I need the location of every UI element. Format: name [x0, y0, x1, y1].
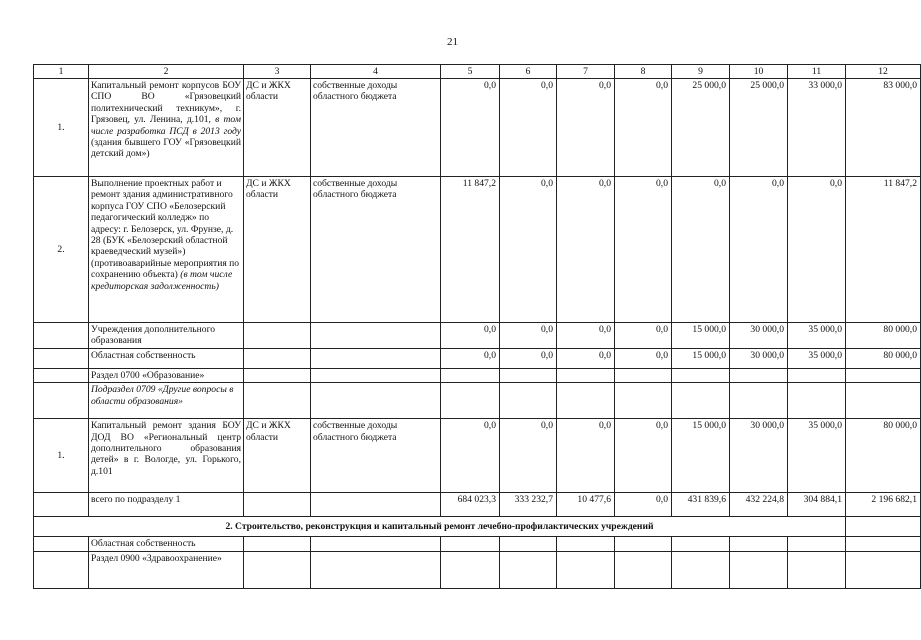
value-cell: 80 000,0 — [846, 348, 921, 368]
value-cell: 431 839,6 — [672, 493, 730, 517]
header-cell: 10 — [730, 65, 788, 79]
value-cell: 0,0 — [557, 177, 615, 323]
empty-cell — [615, 368, 672, 382]
value-cell: 83 000,0 — [846, 79, 921, 177]
value-cell: 0,0 — [615, 348, 672, 368]
section-heading: Раздел 0900 «Здравоохранение» — [89, 551, 244, 588]
value-cell: 0,0 — [441, 348, 500, 368]
empty-cell — [788, 368, 846, 382]
empty-cell — [672, 537, 730, 551]
header-cell: 2 — [89, 65, 244, 79]
empty-cell — [788, 383, 846, 419]
empty-cell — [730, 383, 788, 419]
header-cell: 6 — [500, 65, 557, 79]
object-description: Областная собственность — [89, 537, 244, 551]
empty-cell — [311, 368, 441, 382]
table-row — [34, 368, 921, 382]
value-cell: 0,0 — [441, 419, 500, 493]
empty-cell — [500, 551, 557, 588]
value-cell: 15 000,0 — [672, 419, 730, 493]
value-cell: 35 000,0 — [788, 419, 846, 493]
value-cell: 0,0 — [615, 323, 672, 349]
value-cell: 2 196 682,1 — [846, 493, 921, 517]
empty-cell — [557, 368, 615, 382]
empty-cell — [500, 383, 557, 419]
value-cell: 15 000,0 — [672, 348, 730, 368]
row-number — [34, 383, 89, 419]
object-description — [89, 177, 244, 323]
empty-cell — [441, 383, 500, 419]
table-row — [34, 537, 921, 551]
empty-cell — [846, 383, 921, 419]
funding-source-cell: собственные доходы областного бюджета — [311, 177, 441, 323]
empty-cell — [788, 551, 846, 588]
value-cell: 25 000,0 — [672, 79, 730, 177]
object-description: Капитальный ремонт здания БОУ ДОД ВО «Региональный центр дополнительного образования детей» в г. Вологде, ул. Горького, д.101 — [89, 419, 244, 493]
row-number: 1. — [34, 419, 89, 493]
header-cell: 11 — [788, 65, 846, 79]
description-text: Выполнение проектных работ и ремонт здания административного корпуса ГОУ СПО «Белозерский педагогический колледж» по адресу: г. Белозерск, ул. Фрунзе, д. 28 (БУК «Белозерский областной краеведческий музей») (противоаварийные мероприятия по сохранению объекта) — [91, 178, 240, 281]
description-text: Капитальный ремонт корпусов БОУ СПО ВО «Грязовецкий политехнический техникум», г. Грязовец, ул. Ленина, д.101, — [91, 80, 241, 126]
header-cell: 3 — [244, 65, 311, 79]
empty-cell — [244, 537, 311, 551]
empty-cell — [244, 551, 311, 588]
object-description: Учреждения дополнительного образования — [89, 323, 244, 349]
department-cell: ДС и ЖКХ области — [244, 177, 311, 323]
header-row — [34, 65, 921, 79]
value-cell: 0,0 — [615, 493, 672, 517]
value-cell: 0,0 — [441, 79, 500, 177]
table-row — [34, 348, 921, 368]
value-cell: 33 000,0 — [788, 79, 846, 177]
value-cell: 0,0 — [615, 79, 672, 177]
empty-cell — [557, 383, 615, 419]
section-heading: Раздел 0700 «Образование» — [89, 368, 244, 382]
empty-cell — [730, 537, 788, 551]
object-description: Областная собственность — [89, 348, 244, 368]
value-cell: 30 000,0 — [730, 323, 788, 349]
value-cell: 333 232,7 — [500, 493, 557, 517]
department-cell — [244, 493, 311, 517]
header-cell: 9 — [672, 65, 730, 79]
department-cell: ДС и ЖКХ области — [244, 79, 311, 177]
header-cell: 4 — [311, 65, 441, 79]
empty-cell — [615, 537, 672, 551]
empty-cell — [557, 537, 615, 551]
empty-cell — [557, 551, 615, 588]
empty-cell — [615, 383, 672, 419]
row-number — [34, 323, 89, 349]
table-row — [34, 323, 921, 349]
value-cell: 0,0 — [788, 177, 846, 323]
row-number — [34, 551, 89, 588]
row-number — [34, 368, 89, 382]
department-cell — [244, 323, 311, 349]
budget-table — [33, 64, 921, 589]
empty-cell — [730, 368, 788, 382]
value-cell: 0,0 — [615, 177, 672, 323]
value-cell: 11 847,2 — [846, 177, 921, 323]
value-cell: 0,0 — [500, 348, 557, 368]
empty-cell — [441, 368, 500, 382]
value-cell: 0,0 — [557, 323, 615, 349]
object-description — [89, 79, 244, 177]
value-cell: 30 000,0 — [730, 419, 788, 493]
description-tail: (здания бывшего ГОУ «Грязовецкий детский дом») — [91, 137, 241, 160]
empty-cell — [846, 551, 921, 588]
value-cell: 11 847,2 — [441, 177, 500, 323]
value-cell: 80 000,0 — [846, 419, 921, 493]
value-cell: 30 000,0 — [730, 348, 788, 368]
row-number — [34, 348, 89, 368]
description-italic: в том числе разработка ПСД в 2013 году — [91, 114, 241, 137]
subtotal-label: всего по подразделу 1 — [89, 493, 244, 517]
funding-source-cell — [311, 493, 441, 517]
empty-cell — [672, 551, 730, 588]
page-number: 21 — [447, 36, 458, 48]
table-row — [34, 383, 921, 419]
empty-cell — [311, 551, 441, 588]
row-number — [34, 493, 89, 517]
value-cell: 432 224,8 — [730, 493, 788, 517]
header-cell: 1 — [34, 65, 89, 79]
description-italic: (в том числе кредиторская задолженность) — [91, 269, 233, 292]
value-cell: 80 000,0 — [846, 323, 921, 349]
value-cell: 0,0 — [557, 79, 615, 177]
header-cell: 12 — [846, 65, 921, 79]
empty-cell — [672, 368, 730, 382]
empty-cell — [500, 537, 557, 551]
department-cell — [244, 348, 311, 368]
empty-cell — [244, 368, 311, 382]
empty-cell — [846, 517, 921, 537]
value-cell: 0,0 — [615, 419, 672, 493]
empty-cell — [311, 383, 441, 419]
empty-cell — [441, 537, 500, 551]
funding-source-cell — [311, 348, 441, 368]
value-cell: 25 000,0 — [730, 79, 788, 177]
table-row — [34, 177, 921, 323]
value-cell: 304 884,1 — [788, 493, 846, 517]
empty-cell — [441, 551, 500, 588]
funding-source-cell — [311, 323, 441, 349]
table-row — [34, 551, 921, 588]
value-cell: 35 000,0 — [788, 348, 846, 368]
value-cell: 0,0 — [557, 419, 615, 493]
empty-cell — [615, 551, 672, 588]
row-number — [34, 537, 89, 551]
section-title: 2. Строительство, реконструкция и капитальный ремонт лечебно-профилактических учреждений — [34, 517, 846, 537]
table-row — [34, 493, 921, 517]
value-cell: 35 000,0 — [788, 323, 846, 349]
department-cell: ДС и ЖКХ области — [244, 419, 311, 493]
empty-cell — [788, 537, 846, 551]
row-number: 1. — [34, 79, 89, 177]
subsection-heading: Подраздел 0709 «Другие вопросы в области образования» — [89, 383, 244, 419]
value-cell: 0,0 — [557, 348, 615, 368]
value-cell: 0,0 — [500, 323, 557, 349]
header-cell: 5 — [441, 65, 500, 79]
header-cell: 8 — [615, 65, 672, 79]
empty-cell — [672, 383, 730, 419]
header-cell: 7 — [557, 65, 615, 79]
value-cell: 15 000,0 — [672, 323, 730, 349]
empty-cell — [311, 537, 441, 551]
empty-cell — [500, 368, 557, 382]
value-cell: 0,0 — [441, 323, 500, 349]
funding-source-cell: собственные доходы областного бюджета — [311, 79, 441, 177]
value-cell: 0,0 — [500, 79, 557, 177]
funding-source-cell: собственные доходы областного бюджета — [311, 419, 441, 493]
empty-cell — [846, 537, 921, 551]
value-cell: 0,0 — [672, 177, 730, 323]
value-cell: 10 477,6 — [557, 493, 615, 517]
table-row — [34, 79, 921, 177]
empty-cell — [730, 551, 788, 588]
empty-cell — [846, 368, 921, 382]
value-cell: 0,0 — [500, 419, 557, 493]
value-cell: 0,0 — [730, 177, 788, 323]
table-row — [34, 517, 921, 537]
row-number: 2. — [34, 177, 89, 323]
value-cell: 684 023,3 — [441, 493, 500, 517]
table-row — [34, 419, 921, 493]
empty-cell — [244, 383, 311, 419]
value-cell: 0,0 — [500, 177, 557, 323]
